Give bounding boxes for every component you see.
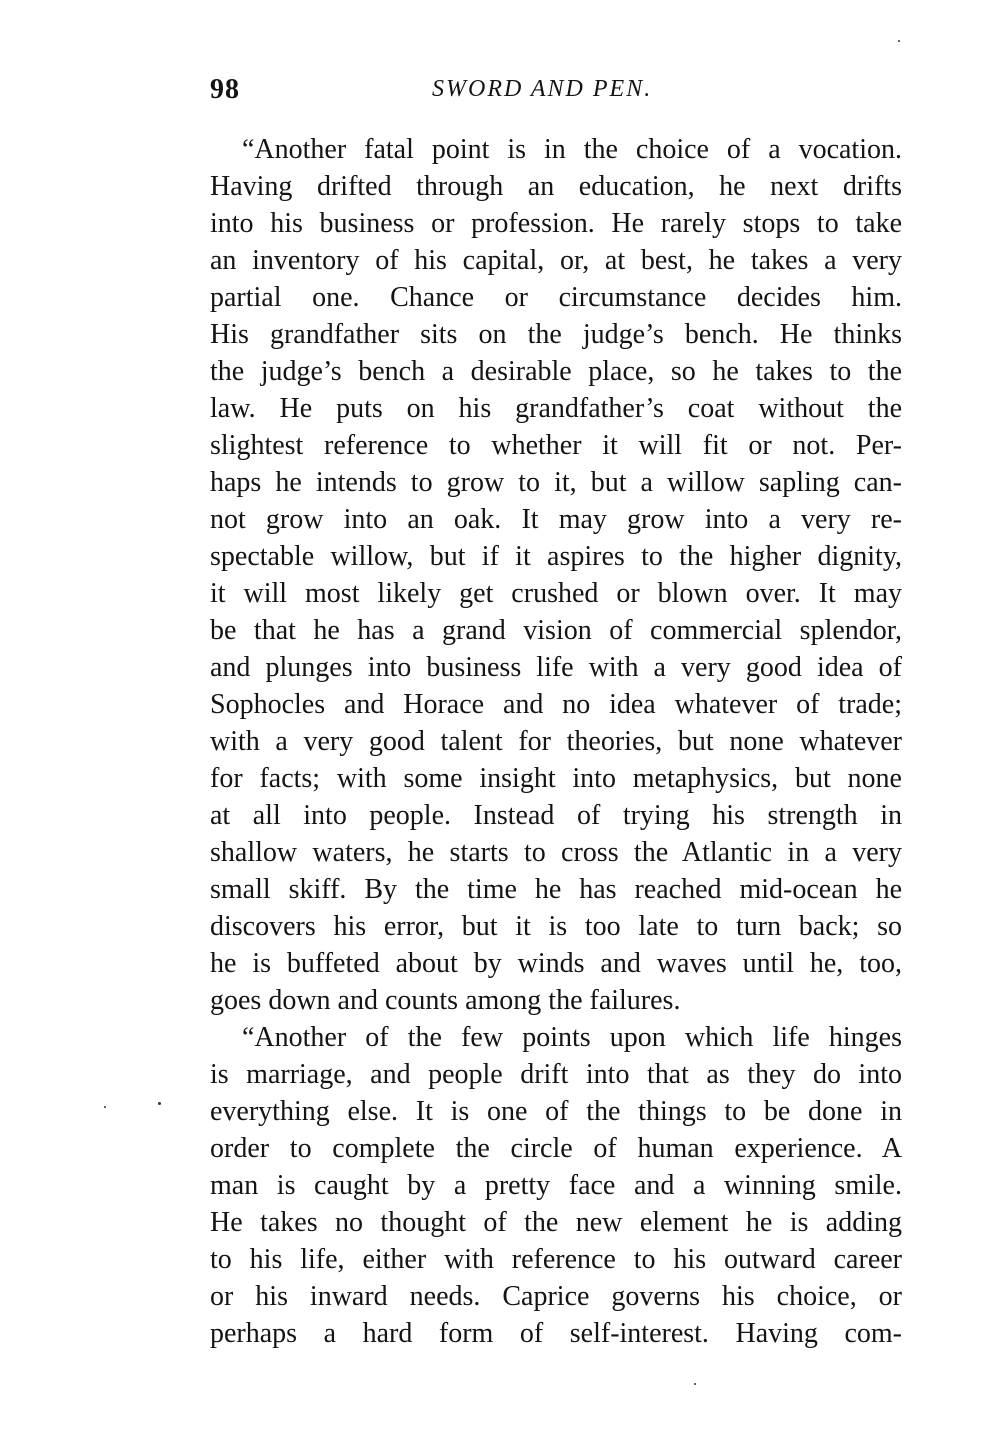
scan-speck (104, 1106, 106, 1108)
page-number: 98 (210, 74, 240, 105)
text-line: into his business or profession. He rarely stops to take (210, 208, 902, 239)
text-line: goes down and counts among the failures. (210, 985, 681, 1016)
page-header (210, 74, 902, 110)
body-text (210, 131, 902, 1352)
text-line: an inventory of his capital, or, at best, he takes a very (210, 245, 902, 276)
text-line: not grow into an oak. It may grow into a very re- (210, 504, 902, 535)
text-line: with a very good talent for theories, but none whatever (210, 726, 902, 757)
text-line: slightest reference to whether it will fit or not. Per- (210, 430, 902, 461)
text-line: he is buffeted about by winds and waves until he, too, (210, 948, 902, 979)
text-line: perhaps a hard form of self-interest. Having com- (210, 1318, 902, 1349)
text-line: be that he has a grand vision of commercial splendor, (210, 615, 902, 646)
text-line: “Another of the few points upon which life hinges (242, 1022, 902, 1053)
scan-speck (898, 40, 900, 42)
paragraph-vocation (210, 131, 902, 1019)
text-line: His grandfather sits on the judge’s bench. He thinks (210, 319, 902, 350)
text-line: everything else. It is one of the things to be done in (210, 1096, 902, 1127)
text-line: at all into people. Instead of trying his strength in (210, 800, 902, 831)
text-line: discovers his error, but it is too late to turn back; so (210, 911, 902, 942)
text-line: order to complete the circle of human experience. A (210, 1133, 902, 1164)
text-line: the judge’s bench a desirable place, so he takes to the (210, 356, 902, 387)
text-line: small skiff. By the time he has reached mid-ocean he (210, 874, 902, 905)
text-line: to his life, either with reference to his outward career (210, 1244, 902, 1275)
text-line: spectable willow, but if it aspires to the higher dignity, (210, 541, 902, 572)
text-line: Having drifted through an education, he next drifts (210, 171, 902, 202)
text-line: man is caught by a pretty face and a winning smile. (210, 1170, 902, 1201)
text-line: it will most likely get crushed or blown over. It may (210, 578, 902, 609)
text-line: “Another fatal point is in the choice of a vocation. (242, 134, 902, 165)
text-line: and plunges into business life with a very good idea of (210, 652, 902, 683)
text-line: haps he intends to grow to it, but a willow sapling can- (210, 467, 902, 498)
text-line: is marriage, and people drift into that as they do into (210, 1059, 902, 1090)
scan-speck (694, 1383, 696, 1385)
text-line: law. He puts on his grandfather’s coat without the (210, 393, 902, 424)
text-line: Sophocles and Horace and no idea whatever of trade; (210, 689, 902, 720)
text-line: or his inward needs. Caprice governs his choice, or (210, 1281, 902, 1312)
scan-speck (158, 1102, 161, 1105)
running-head: SWORD AND PEN. (432, 76, 653, 102)
paragraph-marriage (210, 1019, 902, 1352)
text-line: He takes no thought of the new element he is adding (210, 1207, 902, 1238)
text-line: for facts; with some insight into metaphysics, but none (210, 763, 902, 794)
text-line: shallow waters, he starts to cross the Atlantic in a very (210, 837, 902, 868)
text-line: partial one. Chance or circumstance decides him. (210, 282, 902, 313)
